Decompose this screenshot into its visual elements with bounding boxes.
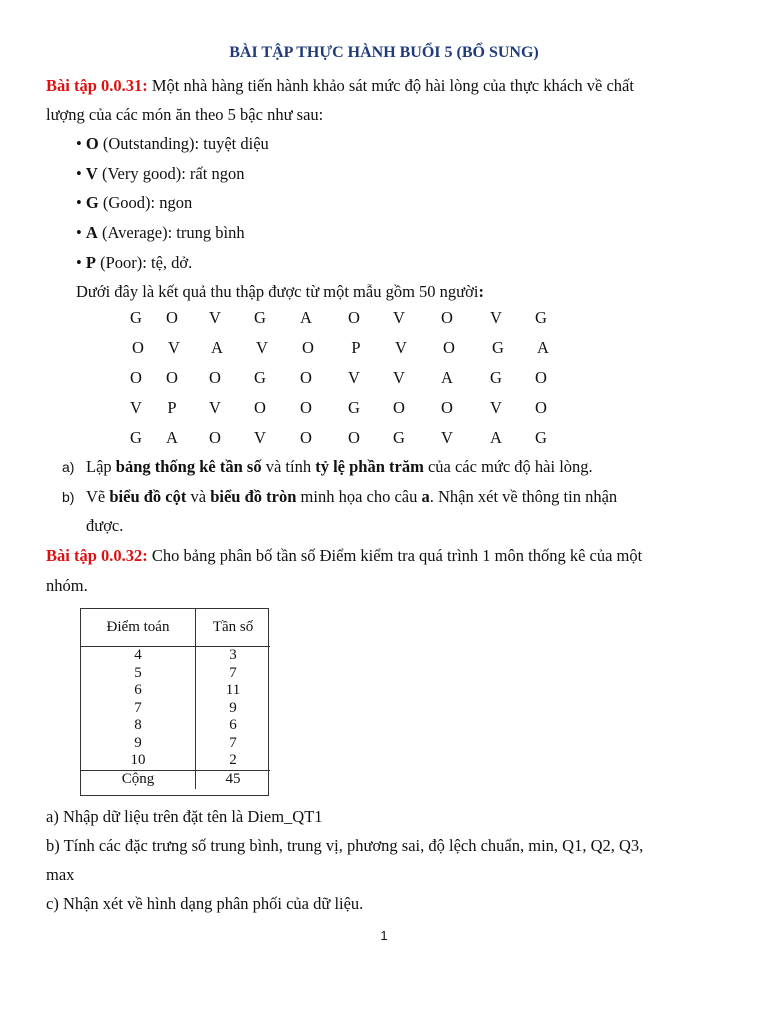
grid-cell: O [300,398,312,417]
bullet-icon: • [76,164,86,183]
score-cell: 6 [81,682,196,700]
score-cell: 5 [81,665,196,683]
frequency-table [81,608,270,789]
grid-cell: O [443,338,455,357]
grid-cell: G [130,308,142,327]
grid-cell: V [130,398,142,417]
grid-cell: P [167,398,177,417]
level-code: O [85,134,99,153]
grid-cell: O [166,368,178,387]
grid-cell: V [168,338,180,357]
question-1a: a) Lập bảng thống kê tần số và tính tỷ lệ phần trăm của các mức độ hài lòng. [62,457,593,476]
grid-cell: O [300,428,312,447]
grid-cell: O [132,338,144,357]
question-2a: a) Nhập dữ liệu trên đặt tên là Diem_QT1 [46,807,323,826]
level-code: V [85,164,98,183]
grid-cell: G [348,398,360,417]
grid-cell: G [535,428,547,447]
grid-cell: A [490,428,502,447]
grid-cell: G [254,368,266,387]
grid-cell: A [300,308,312,327]
exercise-2-label: Bài tập 0.0.32: [46,546,148,565]
level-description: (Poor): tệ, dở. [96,253,193,272]
level-item [76,252,192,274]
sample-description: Dưới đây là kết quả thu thập được từ một mẫu gồm 50 người: [76,282,484,301]
question-2c: c) Nhận xét về hình dạng phân phối của dữ liệu. [46,894,364,913]
level-description: (Good): ngon [98,193,193,212]
score-cell: 9 [81,735,196,753]
exercise-2-intro-line2: nhóm. [46,576,88,595]
table-row [81,735,270,753]
level-code: P [85,253,96,272]
grid-cell: O [348,308,360,327]
grid-cell: G [393,428,405,447]
grid-row [124,368,564,398]
exercise-1-label: Bài tập 0.0.31: [46,76,148,95]
frequency-cell: 2 [229,752,237,769]
grid-cell: V [490,398,502,417]
frequency-cell: 11 [225,682,241,699]
exercise-2-intro-line1: Bài tập 0.0.32: Cho bảng phân bố tần số Điểm kiểm tra quá trình 1 môn thống kê của một [46,546,643,565]
table-row [81,717,270,735]
grid-cell: O [254,398,266,417]
grid-cell: G [492,338,504,357]
level-description: (Average): trung bình [97,223,245,242]
score-cell: 7 [81,700,196,718]
grid-cell: A [441,368,453,387]
level-item [76,163,244,185]
grid-cell: G [130,428,142,447]
exercise-1-intro-line1: Bài tập 0.0.31: Một nhà hàng tiến hành khảo sát mức độ hài lòng của thực khách về chất [46,76,634,95]
table-row [81,752,270,770]
frequency-cell: 9 [229,699,237,716]
grid-cell: O [393,398,405,417]
grid-row [124,398,564,428]
grid-cell: O [302,338,314,357]
grid-cell: V [393,368,405,387]
frequency-cell: 7 [229,664,237,681]
grid-cell: O [441,308,453,327]
grid-cell: V [395,338,407,357]
table-total-row [81,770,270,789]
grid-cell: O [441,398,453,417]
level-code: A [85,223,98,242]
grid-cell: V [393,308,405,327]
exercise-1-intro-line2: lượng của các món ăn theo 5 bậc như sau: [46,105,324,124]
grid-cell: O [209,428,221,447]
level-item [76,192,192,214]
level-item [76,222,245,244]
grid-cell: O [300,368,312,387]
frequency-cell: 6 [229,717,237,734]
page-title: BÀI TẬP THỰC HÀNH BUỔI 5 (BỔ SUNG) [229,44,539,61]
grid-cell: V [254,428,266,447]
bullet-icon: • [76,223,86,242]
question-1a-marker: a) [62,459,75,475]
question-1b-line2: được. [86,516,124,535]
score-cell: 10 [81,752,196,770]
grid-cell: O [535,368,547,387]
grid-cell: V [490,308,502,327]
grid-cell: O [130,368,142,387]
survey-data-grid [124,308,564,458]
frequency-cell: 7 [229,734,237,751]
table-header-frequency: Tần số [196,608,271,647]
question-1b: b) Vẽ biểu đồ cột và biểu đồ tròn minh họa cho câu a. Nhận xét về thông tin nhận [62,487,618,506]
grid-cell: A [166,428,178,447]
level-description: (Very good): rất ngon [97,164,245,183]
level-item [76,133,269,155]
grid-cell: O [209,368,221,387]
question-2b-line2: max [46,865,75,884]
grid-cell: G [254,308,266,327]
grid-cell: V [209,398,221,417]
table-row [81,700,270,718]
question-1b-marker: b) [62,489,75,505]
table-row [81,682,270,700]
grid-cell: O [535,398,547,417]
grid-cell: V [209,308,221,327]
table-row [81,647,270,665]
table-header-score: Điểm toán [81,608,196,647]
bullet-icon: • [76,253,86,272]
page-number: 1 [380,928,388,943]
grid-cell: V [256,338,268,357]
grid-row [124,308,564,338]
grid-cell: P [351,338,361,357]
bullet-icon: • [76,193,86,212]
score-cell: 8 [81,717,196,735]
table-row [81,665,270,683]
grid-cell: G [535,308,547,327]
total-value: 45 [196,770,271,789]
grid-cell: O [166,308,178,327]
table-header-row [81,608,270,647]
level-description: (Outstanding): tuyệt diệu [98,134,269,153]
total-label: Cộng [81,770,196,789]
frequency-cell: 3 [229,647,237,664]
level-code: G [85,193,99,212]
question-2b-line1: b) Tính các đặc trưng số trung bình, trung vị, phương sai, độ lệch chuẩn, min, Q1, Q2, Q3, [46,836,644,855]
grid-cell: V [441,428,453,447]
grid-cell: V [348,368,360,387]
grid-cell: G [490,368,502,387]
bullet-icon: • [76,134,86,153]
grid-row [124,428,564,458]
score-cell: 4 [81,647,196,665]
grid-cell: O [348,428,360,447]
grid-row [124,338,564,368]
grid-cell: A [211,338,223,357]
grid-cell: A [537,338,549,357]
